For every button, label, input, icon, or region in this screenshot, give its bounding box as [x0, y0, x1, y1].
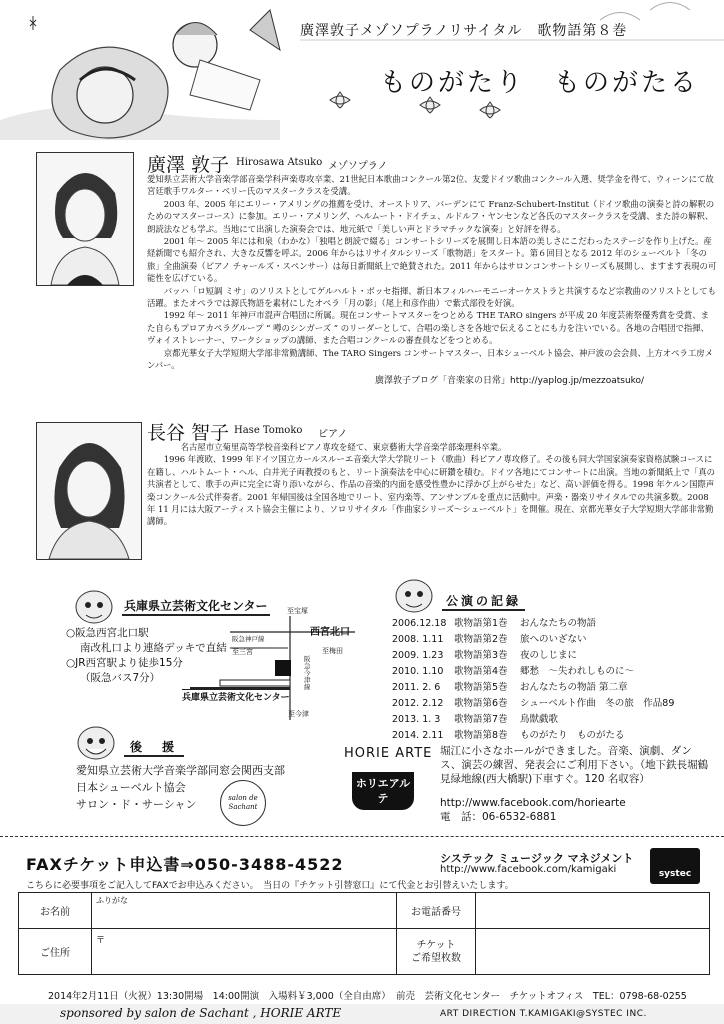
- singer-blog-link[interactable]: 廣澤敦子ブログ「音楽家の日常」http://yaplog.jp/mezzoatsuko/: [375, 376, 645, 386]
- record-date: 2008. 1.11: [392, 634, 444, 645]
- cut-line: [0, 836, 724, 837]
- systec-logo: systec: [650, 848, 700, 884]
- record-vol: 歌物語第4巻: [454, 666, 508, 677]
- hall-url[interactable]: http://www.facebook.com/horiearte: [440, 797, 626, 809]
- venue-mascot-icon: [68, 585, 120, 627]
- header-banner: [0, 0, 724, 140]
- singer-bio: [147, 173, 717, 372]
- record-row: [392, 712, 712, 728]
- records-list: [392, 616, 712, 744]
- record-date: 2009. 1.23: [392, 650, 444, 661]
- support-title: 後 援: [124, 738, 184, 757]
- record-row: [392, 696, 712, 712]
- record-row: [392, 616, 712, 632]
- record-vol: 歌物語第5巻: [454, 682, 508, 693]
- record-date: 2014. 2.11: [392, 730, 444, 741]
- name-label: お名前: [19, 893, 92, 929]
- furigana-label: ふりがな: [96, 896, 128, 905]
- access-line: ○阪急西宮北口駅: [66, 627, 149, 639]
- support-item: 愛知県立芸術大学音楽学部同窓会関西支部: [76, 764, 285, 777]
- hall-tel: 電 話：06-6532-6881: [440, 811, 557, 823]
- footer-sponsor: sponsored by salon de Sachant , HORIE ARTE: [60, 1006, 342, 1020]
- venue-map-building: [275, 660, 291, 676]
- record-date: 2006.12.18: [392, 618, 447, 629]
- record-work: おんなたちの物語 第二章: [520, 682, 628, 693]
- footer-date: 2014年2月11日（火祝）13:30開場 14:00開演 入場料￥3,000（全自由席）: [48, 991, 391, 1002]
- tickets-label: チケット ご希望枚数: [397, 929, 476, 975]
- phone-field[interactable]: [476, 893, 710, 929]
- singer-bio-para: 2001 年～ 2005 年には和泉（わかな）「独唱と朗読で綴る」コンサートシリーズを展開し日本語の美しさにこだわったステージを作り上げた。産経新聞でも紹介され、大きな反響を呼ぶ。2006 年からはリサイタルシリーズ「歌物語」をスタート。第６回目となる 2012 年のシューベルト「冬の旅」全曲演奏（ピアノ チャールズ・スペンサー）は毎日新聞紙上で絶賛された。2011 年からはサロンコンサートシリーズも展開し、ますます表現の可能性を広げている。: [147, 236, 717, 284]
- hall-logo-box: ホリエアルテ: [352, 772, 414, 810]
- record-vol: 歌物語第2巻: [454, 634, 508, 645]
- phone-label: お電話番号: [397, 893, 476, 929]
- singer-bio-para: 京都光華女子大学短期大学部非常勤講師、The TARO Singers コンサートマスター、日本シューベルト協会、神戸波の会会員、上方オペラ工房メンバー。: [147, 347, 713, 371]
- pianist-bio-para: 名古屋市立菊里高等学校音楽科ピアノ専攻を経て、東京藝術大学音楽学部楽理科卒業。: [180, 442, 507, 452]
- zip-label: 〒: [96, 936, 106, 946]
- record-vol: 歌物語第3巻: [454, 650, 508, 661]
- record-work: 郷愁 ～失われしものに～: [520, 666, 635, 677]
- singer-bio-para: 1992 年～ 2011 年神戸市混声合唱団に所属。現在コンサートマスターをつとめる THE TARO singers が平成 20 年度芸術祭優秀賞を受賞、また自らもプロアカペラグループ “ 噂のシンガーズ ” のリーダーとして、合唱の楽しさを各地で伝えることにも力を注いでいる。各地の合唱団で指揮、ヴォイストレーナー、ワークショップの講師、また合唱コンクールの審査員などをつとめる。: [147, 310, 710, 346]
- support-item: 日本シューベルト協会: [76, 781, 186, 794]
- record-vol: 歌物語第1巻: [454, 618, 508, 629]
- hall-description: 堀江に小さなホールができました。音楽、演劇、ダンス、演芸の練習、発表会にご利用下さい。（地下鉄長堀鶴見緑地線(西大橋駅)下車すぐ。120 名収容）: [440, 745, 709, 785]
- singer-bio-para: 愛知県立芸術大学音楽学部音楽学科声楽専攻卒業、21世紀日本歌曲コンクール第2位、友愛ドイツ歌曲コンクール入選、奨学金を得て、ウィーンにて故宮廷歌手ワルター・ベリー氏のマスタークラスを受講。: [147, 174, 714, 197]
- record-vol: 歌物語第7巻: [454, 714, 508, 725]
- record-date: 2013. 1. 3: [392, 714, 441, 725]
- map-to-takarazuka: 至宝塚: [287, 607, 308, 615]
- map-to-umeda: 至梅田: [322, 647, 343, 655]
- singer-bio-para: バッハ「ロ短調 ミサ」のソリストとしてゲルハルト・ボッセ指揮、新日本フィルハーモニーオーケストラと共演するなど宗教曲のソリストとしても活躍。またオペラでは源氏物語を素材にしたオペラ「月の影」（尾上和彦作曲）で紫式部役を好演。: [147, 285, 717, 309]
- map-station: 西宮北口: [310, 627, 350, 638]
- footer-advance: 前売 芸術文化センター チケットオフィス TEL：0798-68-0255: [396, 991, 687, 1002]
- map-to-kobe: 至三宮: [232, 648, 253, 656]
- record-date: 2010. 1.10: [392, 666, 444, 677]
- record-work: 鳥獣戯歌: [520, 714, 559, 725]
- map-line-kobe: 阪急神戸線: [232, 635, 265, 643]
- record-row: [392, 664, 712, 680]
- salon-logo: salon de Sachant: [220, 780, 266, 826]
- records-title: 公演の記録: [442, 592, 525, 611]
- singer-portrait: [36, 152, 134, 286]
- access-line: ○JR西宮駅より徒歩15分: [66, 657, 183, 669]
- hall-logo-text: HORIE ARTE: [344, 746, 433, 761]
- pianist-bio-para: 1996 年渡欧、1999 年ドイツ国立カールスルーエ音楽大学大学院リート（歌曲）科ピアノ専攻修了。その後も同大学国家演奏家資格試験コースに在籍し、ハルトムート・ヘル、白井光子両教授のもと、リート演奏法を中心に研鑽を積む。ドイツ各地にてコンサートに出演。当地の新聞紙上で「真の共演者として、歌手の声に完全に寄り添いながら、作品の音楽的内面を感受性豊かに浮かび上がらせた」など、高い評価を得る。1998 年ケルン国際声楽コンクール公式伴奏者。2001 年帰国後は全国各地でリート、室内楽等、アンサンブルを重点に活動中。声楽・器楽リサイタルでの共演多数。2008 年 11 月には大阪アーティスト協会主催により、ソロリサイタル「作曲家シリーズ～シューベルト」を開催。現在、京都光華女子大学短期大学部非常勤講師。: [147, 454, 715, 527]
- support-mascot-icon: [70, 722, 122, 762]
- singer-name: 廣澤 敦子: [147, 154, 230, 176]
- support-list: [76, 762, 336, 813]
- record-date: 2011. 2. 6: [392, 682, 441, 693]
- venue-title: 兵庫県立芸術文化センター: [122, 597, 270, 616]
- record-work: おんなたちの物語: [520, 618, 597, 629]
- record-vol: 歌物語第8巻: [454, 730, 508, 741]
- map-line-imazu: 阪急今津線: [304, 655, 311, 691]
- name-field[interactable]: [92, 893, 397, 929]
- map-to-imazu: 至今津: [288, 710, 309, 718]
- support-item: サロン・ド・サーシャン: [76, 798, 197, 811]
- record-row: [392, 648, 712, 664]
- record-work: 夜のしじまに: [520, 650, 578, 661]
- record-row: [392, 728, 712, 744]
- record-date: 2012. 2.12: [392, 698, 444, 709]
- access-line: （阪急バス7分）: [80, 672, 161, 684]
- pianist-role: ピアノ: [318, 429, 348, 440]
- map-venue-label: 兵庫県立芸術文化センター: [182, 689, 290, 703]
- pianist-bio: [147, 441, 717, 528]
- record-work: ものがたり ものがたる: [520, 730, 625, 741]
- pianist-portrait: [36, 422, 142, 560]
- access-line: 南改札口より連絡デッキで直結: [80, 642, 227, 654]
- header-subtitle: 廣澤敦子メゾソプラノリサイタル 歌物語第８巻: [300, 23, 628, 39]
- tickets-field[interactable]: [476, 929, 710, 975]
- address-field[interactable]: [92, 929, 397, 975]
- fax-company-url[interactable]: http://www.facebook.com/kamigaki: [440, 864, 617, 875]
- record-row: [392, 632, 712, 648]
- footer-art-direction: ART DIRECTION T.KAMIGAKI@SYSTEC INC.: [440, 1009, 647, 1019]
- pianist-romaji: Hase Tomoko: [234, 425, 303, 436]
- header-title: ものがたり ものがたる: [380, 68, 700, 98]
- record-vol: 歌物語第6巻: [454, 698, 508, 709]
- fax-company: システック ミュージック マネジメント: [440, 852, 634, 865]
- pianist-name: 長谷 智子: [147, 422, 230, 444]
- singer-bio-para: 2003 年、2005 年にエリー・アメリングの推薦を受け、オーストリア、バーデンにて Franz-Schubert-Institut（ドイツ歌曲の演奏と詩の解釈のためのマスターコース）に参加。エリー・アメリング、ヘルムート・ドイチュ、ルドルフ・ヤンセンなど各氏のマスタークラスを受講、また詩の解釈、朗読法なども学ぶ。当地にて出演した演奏会では、地元紙で「美しい声とドラマチックな演奏」と好評を得る。: [147, 198, 715, 234]
- record-row: [392, 680, 712, 696]
- fax-number: FAXチケット申込書⇒050-3488-4522: [26, 855, 344, 874]
- record-work: シューベルト作曲 冬の旅 作品89: [520, 698, 675, 709]
- records-mascot-icon: [388, 574, 440, 616]
- singer-romaji: Hirosawa Atsuko: [236, 157, 323, 168]
- fax-note: こちらに必要事項をご記入してFAXでお申込みください。 当日の『チケット引替窓口』にて代金とお引替えいたします。: [26, 881, 514, 891]
- address-label: ご住所: [19, 929, 92, 975]
- ticket-form: [18, 892, 710, 975]
- singer-role: メゾソプラノ: [328, 161, 388, 172]
- record-work: 旅へのいざない: [520, 634, 587, 645]
